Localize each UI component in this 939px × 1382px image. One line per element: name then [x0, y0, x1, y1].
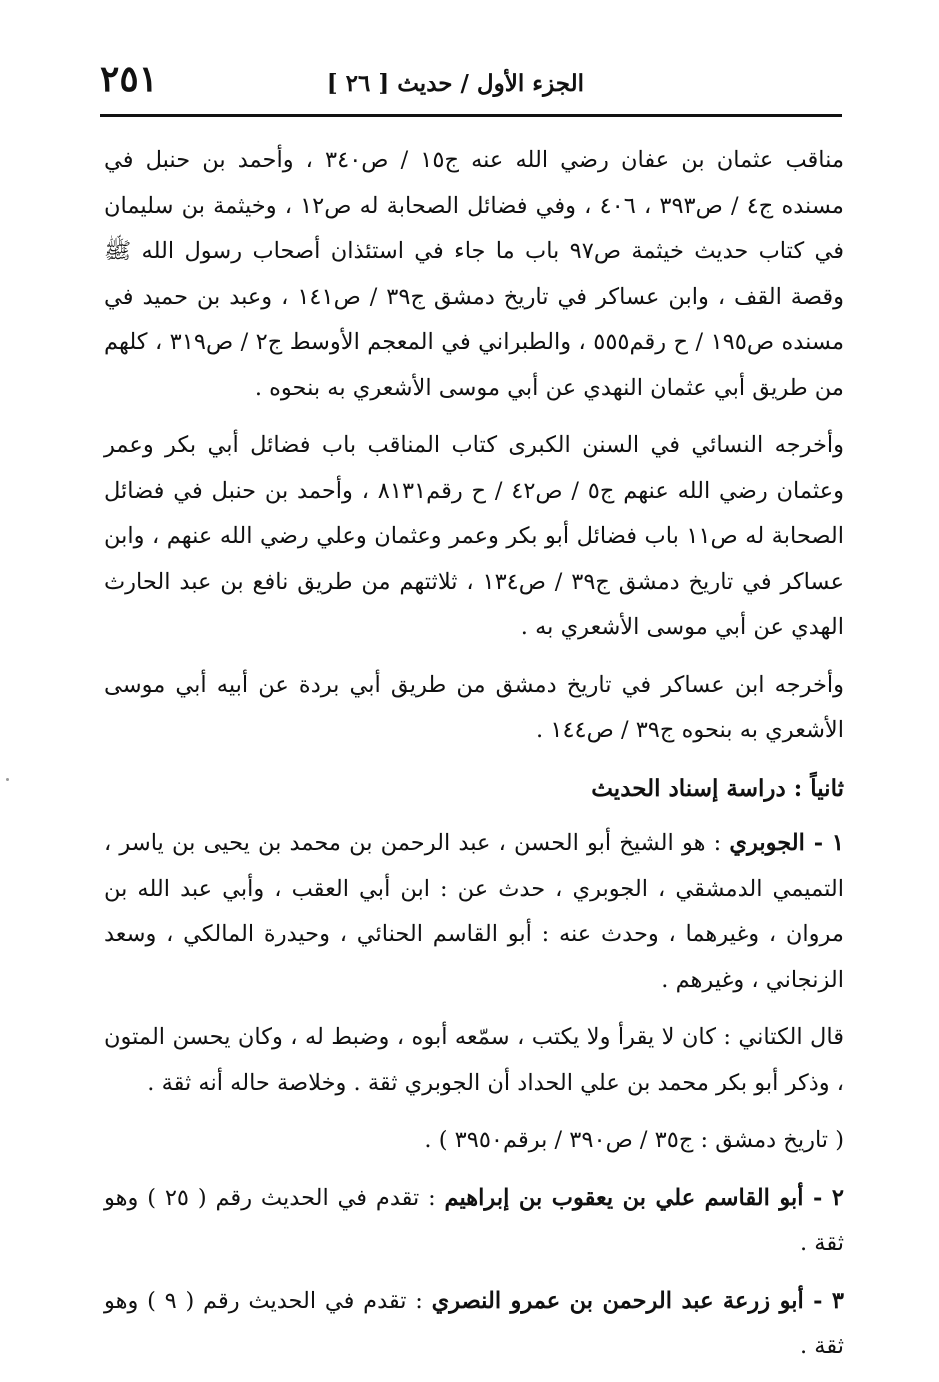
section-heading: ثانياً : دراسة إسناد الحديث — [591, 774, 844, 802]
takhrij-paragraph-1: مناقب عثمان بن عفان رضي الله عنه ج١٥ / ص٣٤٠ ، وأحمد بن حنبل في مسنده ج٤ / ص٣٩٣ ، ٤٠٦ ، وفي فضائل الصحابة له ص١٢ ، وخيثمة بن سليمان في كتاب حديث خيثمة ص٩٧ باب ما جاء في استئذان أصحاب رسول الله ﷺ وقصة القف ، وابن عساكر في تاريخ دمشق ج٣٩ / ص١٤١ ، وعبد بن حميد في مسنده ص١٩٥ / ح رقم٥٥٥ ، والطبراني في المعجم الأوسط ج٢ / ص٣١٩ ، كلهم من طريق أبي عثمان النهدي عن أبي موسى الأشعري به بنحوه . — [104, 147, 845, 401]
narrator-entry-2 — [104, 1176, 844, 1267]
page-number: ٢٥١ — [100, 58, 159, 100]
header-rule — [100, 114, 842, 117]
narrator-bio-1: : هو الشيخ أبو الحسن ، عبد الرحمن بن محمد بن يحيى بن ياسر ، التميمي الدمشقي ، الجوبري ، حدث عن : ابن أبي العقب ، وأبي عبد الله بن مروان ، وغيرهما ، وحدث عنه : أبو القاسم الحنائي ، وحيدرة المالكي ، وسعد الزنجاني ، وغيرهم . — [104, 830, 844, 993]
narrator-entry-3 — [104, 1279, 844, 1370]
page-header — [100, 58, 842, 110]
narrator-name-1: ١ - الجوبري — [729, 830, 845, 856]
takhrij-paragraph-2: وأخرجه النسائي في السنن الكبرى كتاب المناقب باب فضائل أبي بكر وعمر وعثمان رضي الله عنهم ج٥ / ص٤٢ / ح رقم٨١٣١ ، وأحمد بن حنبل في فضائل الصحابة له ص١١ باب فضائل أبو بكر وعمر وعثمان وعلي رضي الله عنهم ، وابن عساكر في تاريخ دمشق ج٣٩ / ص١٣٤ ، ثلاثتهم من طريق نافع بن عبد الحارث الهدي عن أبي موسى الأشعري به . — [104, 432, 845, 640]
narrator-entry-1 — [104, 821, 844, 1003]
narrator-name-2: ٢ - أبو القاسم علي بن يعقوب بن إبراهيم — [444, 1184, 844, 1211]
takhrij-paragraph-3: وأخرجه ابن عساكر في تاريخ دمشق من طريق أبي بردة عن أبيه أبي موسى الأشعري به بنحوه ج٣٩ / ص١٤٤ . — [104, 671, 844, 743]
narrator-1-reference: ( تاريخ دمشق : ج٣٥ / ص٣٩٠ / برقم٣٩٥٠ ) . — [424, 1127, 844, 1153]
narrator-name-3: ٣ - أبو زرعة عبد الرحمن بن عمرو النصري — [431, 1287, 845, 1314]
narrator-bio-2: : تقدم في الحديث رقم ( ٢٥ ) وهو ثقة . — [104, 1184, 844, 1256]
page-body — [104, 138, 844, 1382]
scan-speck — [6, 778, 9, 781]
narrator-1-grading: قال الكتاني : كان لا يقرأ ولا يكتب ، سمّعه أبوه ، وضبط له ، وكان يحسن المتون ، وذكر أبو بكر محمد بن علي الحداد أن الجوبري ثقة . وخلاصة حاله أنه ثقة . — [104, 1024, 844, 1096]
running-header-title: الجزء الأول / حديث [ ٢٦ ] — [326, 70, 584, 97]
narrator-bio-3: : تقدم في الحديث رقم ( ٩ ) وهو ثقة . — [104, 1287, 844, 1359]
